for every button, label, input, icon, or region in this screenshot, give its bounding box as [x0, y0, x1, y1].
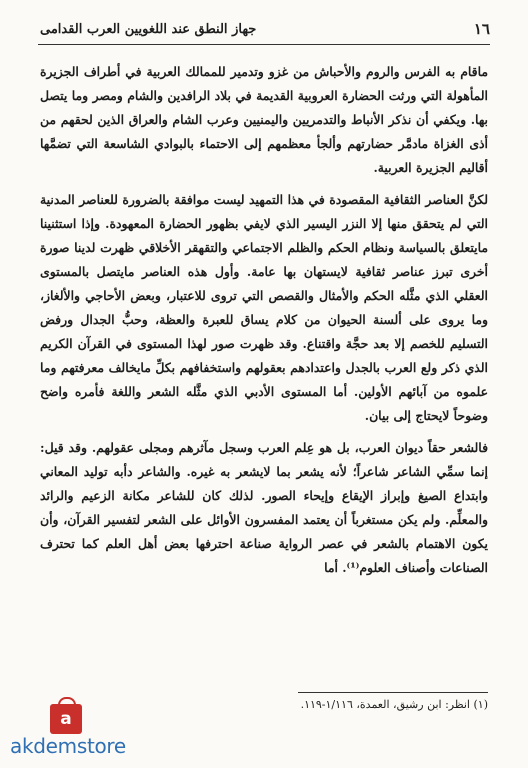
logo-badge-letter: a: [60, 709, 72, 729]
shopping-bag-icon: [50, 704, 82, 734]
paragraph-3: فالشعر حقاً ديوان العرب، بل هو عِلم العرب وسجل مآثرهم ومجلى عقولهم. وقد قيل: إنما سمِّي الشاعر شاعراً؛ لأنه يشعر بما لايشعر به غيره. والشاعر دأبه توليد المعاني وابتداع الصيغ وإبراز الإيقاع وإيحاء الصور. لذلك كان للشاعر مكانة الزعيم والرائد والمعلِّم. ولم يكن مستغرباً أن يعتمد المفسرون الأوائل على الشعر لتفسير القرآن، وأن يكون الاهتمام بالشعر في عصر الرواية صناعة احترفها بعض أهل العلم كما تحترف الصناعات وأصناف العلوم⁽¹⁾. أما: [40, 440, 488, 575]
paragraph-1: ماقام به الفرس والروم والأحباش من غزو وتدمير للممالك العربية في أطراف الجزيرة المأهولة التي ورثت الحضارة العروبية القديمة في بلاد الرافدين والشام ومصر وما يتصل بها. ويكفي أن نذكر الأنباط والتدمريين واليمنيين وعرب الشام والعراق الذين لحقهم من أذى الغزاة مادمَّر حضارتهم وألجأ معظمهم إلى الاحتماء بالبوادي الشاسعة التي تضمَّها أقاليم الجزيرة العربية.: [40, 64, 488, 175]
main-text: [40, 60, 488, 580]
footnote: (١) انظر: ابن رشيق، العمدة، ١/١١٦-١١٩.: [300, 698, 488, 711]
running-title: جهاز النطق عند اللغويين العرب القدامى: [40, 21, 257, 37]
page-header: [40, 14, 490, 44]
header-divider: [38, 44, 490, 45]
paragraph-2: لكنَّ العناصر الثقافية المقصودة في هذا التمهيد ليست موافقة بالضرورة للعناصر المدنية التي لم يتحقق منها إلا النزر اليسير الذي لايفي بظهور الحضارة المعهودة. وإذا استثنينا مايتعلق بالسياسة ونظام الحكم والظلم الاجتماعي والتقهقر الأخلاقي ظهرت لدينا صورة أخرى تبرز عناصر ثقافية لايستهان بها عامة. وأول هذه العناصر مايتصل بالمستوى العقلي الذي مثَّله الحكم والأمثال والقصص التي تروى للاعتبار، وبعض الأحاجي والألغاز، وما يروى على ألسنة الحيوان من كلام يساق للعبرة والعظة، وحبُّ الجدال ورفض التسليم للخصم إلا بعد حجَّة واقتناع. وقد ظهرت صور لهذا المستوى في القرآن الكريم الذي ذكر ولع العرب بالجدل واعتدادهم بعقولهم واستخفافهم بكلِّ مايخالف معرفتهم وما علموه من آبائهم الأولين. أما المستوى الأدبي الذي مثَّله الشعر واللغة فأمره واضح وضوحاً لايحتاج إلى بيان.: [40, 192, 488, 423]
page-number: ١٦: [473, 20, 490, 38]
store-watermark-logo: [8, 700, 168, 760]
footnote-divider: [298, 692, 488, 693]
logo-wordmark: akdemstore: [10, 734, 126, 758]
